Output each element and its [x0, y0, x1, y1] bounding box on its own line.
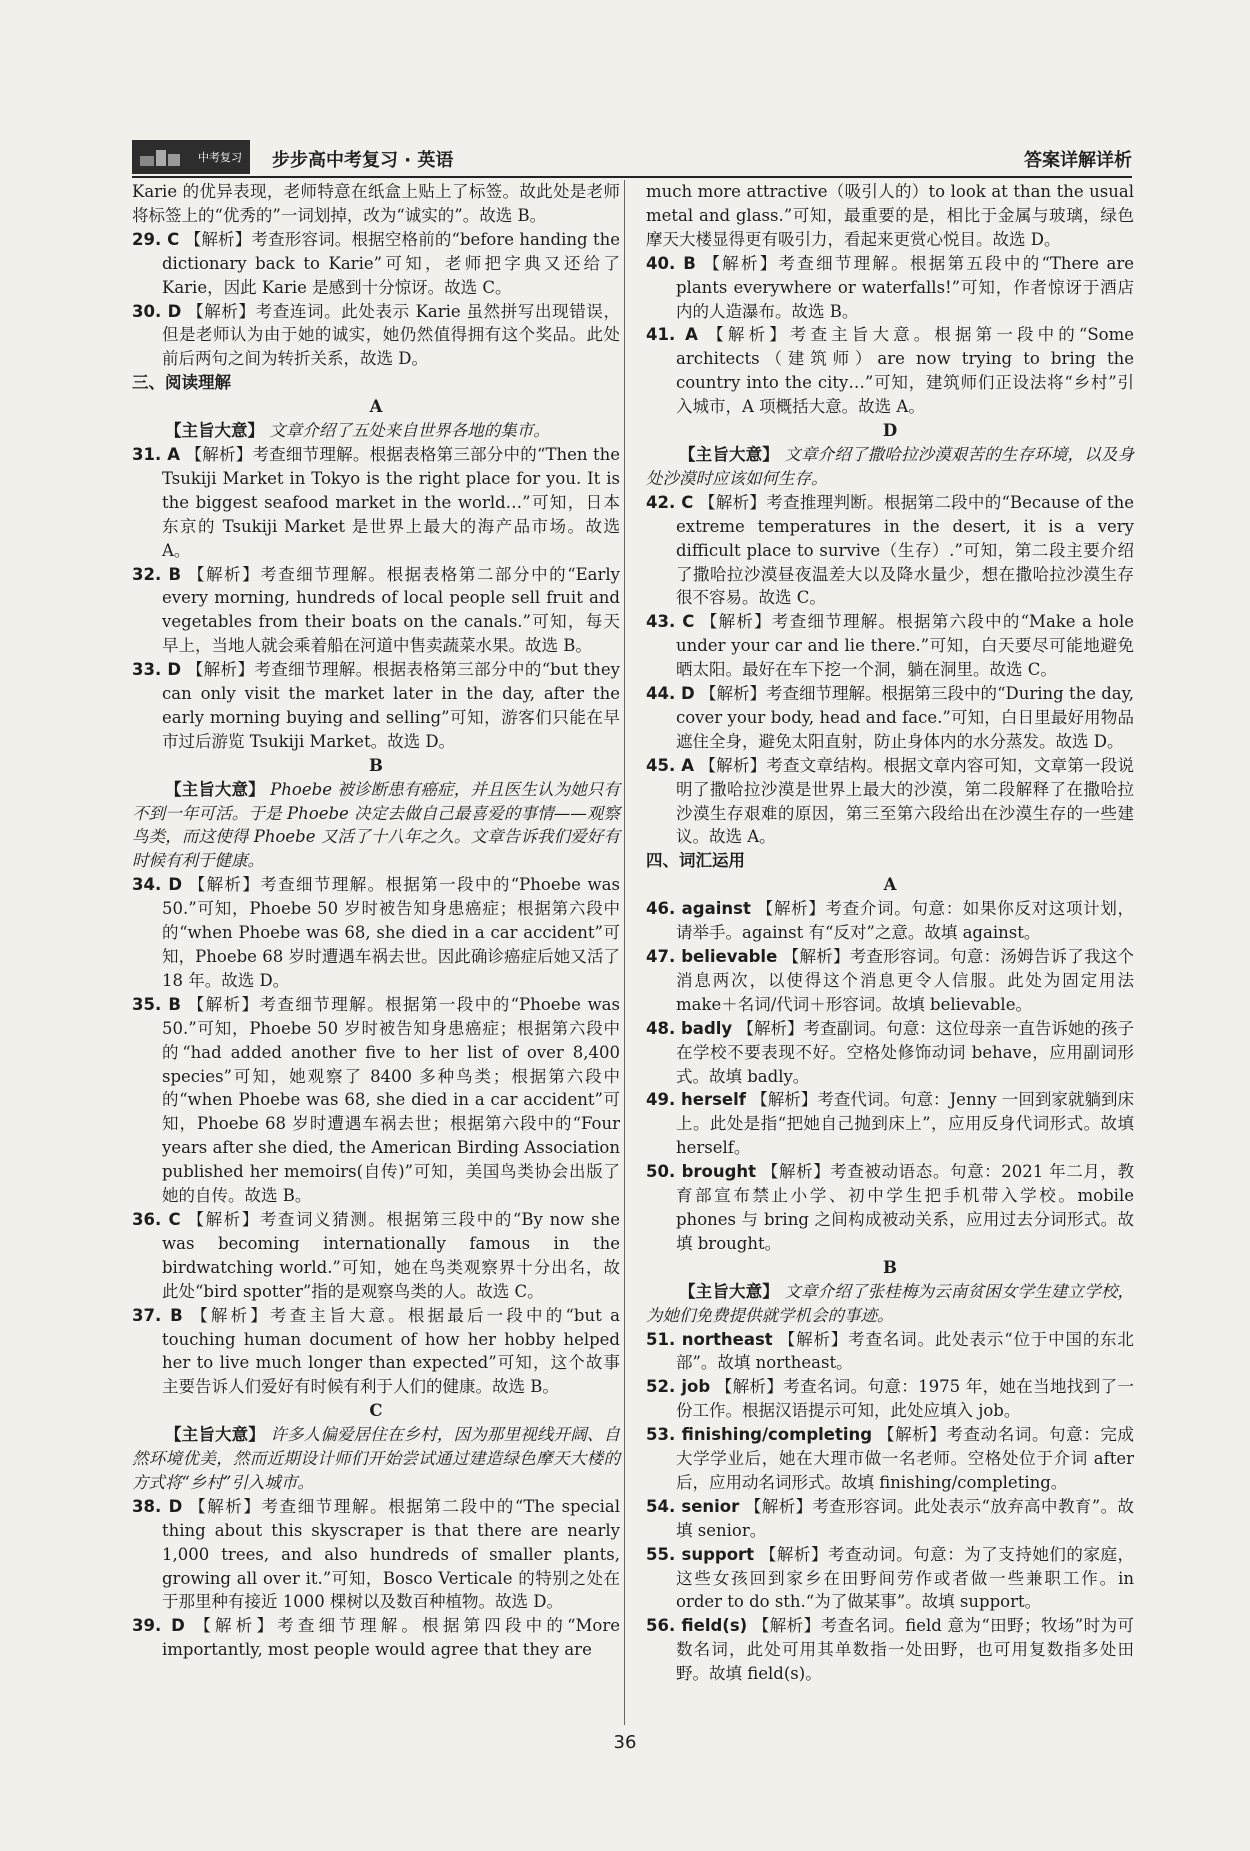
summary-tag: 【主旨大意】 — [165, 1425, 265, 1445]
answer-explanation: 【解析】考查细节理解。根据第一段中的“Phoebe was 50.”可知，Phoebe 50 岁时被告知身患癌症；根据第六段中的“when Phoebe was 68, she died in a car accident”可知，Phoebe 68 岁时遭遇车祸去世。因此确诊癌症后她又活了 18 年。故选 D。 — [162, 875, 620, 990]
answer-item — [646, 323, 1134, 419]
right-column — [646, 180, 1134, 1686]
summary-tag: 【主旨大意】 — [679, 1281, 779, 1301]
summary-text: 文章介绍了撒哈拉沙漠艰苦的生存环境，以及身处沙漠时应该如何生存。 — [646, 444, 1135, 488]
answer-explanation: 【解析】考查细节理解。根据表格第二部分中的“Early every morning, hundreds of local people sell fruit and vegetables from their boats on the canals.”可知，每天早上，当地人就会乘着船在河道中售卖蔬菜水果。故选 B。 — [162, 564, 620, 656]
summary-paragraph — [646, 1280, 1134, 1328]
answer-number: 43. C — [646, 612, 695, 632]
passage-letter: B — [369, 755, 383, 775]
answer-number: 52. job — [646, 1377, 711, 1397]
answer-explanation: 【解析】考查连词。此处表示 Karie 虽然拼写出现错误，但是老师认为由于她的诚实，她仍然值得拥有这个奖品。此处前后两句之间为转折关系，故选 D。 — [162, 301, 621, 369]
answer-number: 33. D — [132, 660, 182, 680]
answer-explanation: 【解析】考查词义猜测。根据第三段中的“By now she was becoming internationally famous in the birdwatching world.”可知，她在鸟类观察界十分出名，故此处“bird spotter”指的是观察鸟类的人。故选 C。 — [162, 1209, 620, 1301]
answer-item — [646, 1614, 1134, 1686]
section-title: 答案详解详析 — [1024, 150, 1132, 171]
answer-explanation: 【解析】考查名词。此处表示“位于中国的东北部”。故填 northeast。 — [676, 1329, 1134, 1373]
answer-item — [646, 1160, 1134, 1256]
answer-item — [132, 443, 620, 563]
summary-text: 文章介绍了五处来自世界各地的集市。 — [269, 421, 550, 441]
summary-tag: 【主旨大意】 — [165, 421, 264, 441]
answer-explanation: 【解析】考查名词。句意：1975 年，她在当地找到了一份工作。根据汉语提示可知，此处应填入 job。 — [676, 1377, 1134, 1421]
column-divider — [624, 180, 625, 1725]
answer-explanation: 【解析】考查细节理解。根据第四段中的“More importantly, most people would agree that they are — [162, 1616, 621, 1660]
continued-paragraph: Karie 的优异表现，老师特意在纸盒上贴上了标签。故此处是老师将标签上的“优秀的”一词划掉，改为“诚实的”。故选 B。 — [132, 182, 620, 225]
answer-number: 47. believable — [646, 947, 778, 966]
answer-number: 54. senior — [646, 1496, 740, 1516]
answer-number: 29. C — [132, 229, 180, 249]
answer-number: 31. A — [132, 444, 180, 464]
answer-explanation: 【解析】考查细节理解。根据表格第三部分中的“Then the Tsukiji Market in Tokyo is the right place for you. It is the biggest seafood market in the world…”可知，日本东京的 Tsukiji Market 是世界上最大的海产品市场。故选 A。 — [162, 444, 620, 560]
answer-item — [646, 1423, 1134, 1495]
answer-item — [646, 1088, 1134, 1160]
answer-explanation: 【解析】考查细节理解。根据表格第三部分中的“but they can only visit the market later in the day, after the early morning buying and selling”可知，游客们只能在早市过后游览 Tsukiji Market。故选 D。 — [162, 660, 621, 751]
answer-number: 41. A — [646, 325, 698, 345]
summary-text: 文章介绍了张桂梅为云南贫困女学生建立学校，为她们免费提供就学机会的事迹。 — [646, 1281, 1135, 1325]
answer-explanation: 【解析】考查被动语态。句意：2021 年二月，教育部宣布禁止小学、初中学生把手机带入学校。mobile phones 与 bring 之间构成被动关系，应用过去分词形式。故填 brought。 — [676, 1162, 1134, 1253]
answer-number: 46. against — [646, 899, 751, 919]
answer-number: 44. D — [646, 684, 695, 704]
publisher-logo — [132, 140, 250, 174]
answer-explanation: 【解析】考查细节理解。根据第二段中的“The special thing about this skyscraper is that there are nearly 1,000 trees, and also hundreds of smaller plants, growing all over it.”可知，Bosco Verticale 的特别之处在于那里种有接近 1000 棵树以及数百种植物。故选 D。 — [162, 1496, 620, 1612]
section-heading: 四、词汇运用 — [646, 851, 745, 871]
answer-item — [132, 228, 620, 300]
summary-text: 许多人偏爱居住在乡村，因为那里视线开阔、自然环境优美，然而近期设计师们开始尝试通过建造绿色摩天大楼的方式将“乡村”引入城市。 — [132, 1425, 621, 1492]
answer-number: 35. B — [132, 994, 181, 1014]
answer-item — [646, 491, 1134, 611]
answer-item — [646, 682, 1134, 754]
building-sketch-icon — [138, 144, 182, 168]
continued-paragraph: much more attractive（吸引人的）to look at than the usual metal and glass.”可知，最重要的是，相比于金属与玻璃，绿色摩天大楼显得更有吸引力，看起来更赏心悦目。故选 D。 — [646, 182, 1134, 249]
answer-explanation: 【解析】考查形容词。此处表示“放弃高中教育”。故填 senior。 — [676, 1496, 1134, 1540]
logo-text: 中考复习 — [198, 151, 242, 164]
answer-number: 38. D — [132, 1496, 183, 1516]
summary-text: Phoebe 被诊断患有癌症，并且医生认为她只有不到一年可活。于是 Phoebe 决定去做自己最喜爱的事情——观察鸟类，而这使得 Phoebe 又活了十八年之久。文章告诉我们爱好有时候有利于健康。 — [132, 779, 621, 871]
passage-letter: A — [883, 875, 897, 895]
answer-item — [132, 993, 620, 1208]
answer-item — [646, 1495, 1134, 1543]
summary-paragraph — [646, 443, 1134, 491]
answer-number: 39. D — [132, 1616, 185, 1636]
answer-number: 36. C — [132, 1209, 181, 1229]
answer-item — [646, 610, 1134, 682]
answer-item — [132, 1495, 620, 1615]
answer-number: 48. badly — [646, 1018, 733, 1038]
answer-explanation: 【解析】考查介词。句意：如果你反对这项计划，请举手。against 有“反对”之意。故填 against。 — [676, 899, 1135, 943]
answer-item — [132, 1304, 620, 1400]
answer-item — [646, 1543, 1134, 1615]
answer-item — [132, 658, 620, 754]
answer-item — [646, 1017, 1134, 1089]
answer-explanation: 【解析】考查细节理解。根据第三段中的“During the day, cover your body, head and face.”可知，白日里最好用物品遮住全身，避免太阳直射，防止身体内的水分蒸发。故选 D。 — [676, 684, 1135, 751]
answer-explanation: 【解析】考查细节理解。根据第六段中的“Make a hole under your car and lie there.”可知，白天要尽可能地避免晒太阳。最好在车下挖一个洞，躺在洞里。故选 C。 — [676, 612, 1135, 680]
answer-item — [132, 873, 620, 993]
summary-tag: 【主旨大意】 — [679, 444, 779, 464]
answer-number: 49. herself — [646, 1090, 746, 1110]
answer-explanation: 【解析】考查主旨大意。根据第一段中的“Some architects（建筑师）are now trying to bring the country into the city…”可知，建筑师们正设法将“乡村”引入城市，A 项概括大意。故选 A。 — [676, 325, 1134, 417]
summary-paragraph — [132, 419, 620, 443]
answer-explanation: 【解析】考查副词。句意：这位母亲一直告诉她的孩子在学校不要表现不好。空格处修饰动词 behave，应用副词形式。故填 badly。 — [676, 1018, 1134, 1086]
answer-explanation: 【解析】考查形容词。根据空格前的“before handing the dictionary back to Karie”可知，老师把字典又还给了 Karie，因此 Karie 是感到十分惊讶。故选 C。 — [162, 229, 620, 297]
answer-item — [646, 897, 1134, 945]
section-heading: 三、阅读理解 — [132, 373, 231, 393]
answer-number: 40. B — [646, 253, 696, 273]
answer-number: 51. northeast — [646, 1329, 773, 1349]
answer-item — [132, 300, 620, 372]
answer-item — [646, 754, 1134, 850]
answer-explanation: 【解析】考查动名词。句意：完成大学学业后，她在大理市做一名老师。空格处位于介词 after 后，应用动名词形式。故填 finishing/completing。 — [676, 1425, 1134, 1492]
summary-paragraph — [132, 778, 620, 874]
answer-number: 37. B — [132, 1305, 183, 1325]
answer-item — [132, 1614, 620, 1662]
book-title: 步步高中考复习 · 英语 — [272, 150, 454, 171]
answer-number: 30. D — [132, 301, 182, 321]
answer-number: 56. field(s) — [646, 1616, 748, 1636]
answer-item — [132, 1208, 620, 1304]
answer-explanation: 【解析】考查动词。句意：为了支持她们的家庭，这些女孩回到家乡在田野间劳作或者做一些兼职工作。in order to do sth.“为了做某事”。故填 support。 — [676, 1544, 1134, 1612]
summary-paragraph — [132, 1423, 620, 1495]
answer-explanation: 【解析】考查推理判断。根据第二段中的“Because of the extreme temperatures in the desert, it is a very difficult place to survive（生存）.”可知，第二段主要介绍了撒哈拉沙漠昼夜温差大以及降水量少，想在撒哈拉沙漠生存很不容易。故选 C。 — [676, 492, 1134, 608]
summary-tag: 【主旨大意】 — [165, 779, 265, 799]
answer-number: 55. support — [646, 1544, 755, 1564]
answer-explanation: 【解析】考查代词。句意：Jenny 一回到家就躺到床上。此处是指“把她自己抛到床上”，应用反身代词形式。故填 herself。 — [676, 1090, 1135, 1158]
left-column — [132, 180, 620, 1662]
answer-item — [132, 563, 620, 659]
answer-explanation: 【解析】考查文章结构。根据文章内容可知，文章第一段说明了撒哈拉沙漠是世界上最大的沙漠，第二段解释了在撒哈拉沙漠生存艰难的原因，第三至第六段给出在沙漠生存的一些建议。故选 A。 — [676, 755, 1134, 847]
answer-item — [646, 945, 1134, 1017]
answer-item — [646, 252, 1134, 324]
answer-explanation: 【解析】考查名词。field 意为“田野；牧场”时为可数名词，此处可用其单数指一处田野，也可用复数指多处田野。故填 field(s)。 — [676, 1616, 1135, 1684]
answer-number: 50. brought — [646, 1162, 757, 1182]
answer-explanation: 【解析】考查细节理解。根据第一段中的“Phoebe was 50.”可知，Phoebe 50 岁时被告知身患癌症；根据第六段中的“had added another five to her list of over 8,400 species”可知，她观察了 8400 多种鸟类；根据第六段中的“when Phoebe was 68, she died in a car accident”可知，Phoebe 68 岁时遭遇车祸去世；根据第六段中的“Four years after she died, the American Birding Association published her memoirs(自传)”可知，美国鸟类协会出版了她的自传。故选 B。 — [162, 994, 620, 1206]
answer-item — [646, 1328, 1134, 1376]
passage-letter: C — [369, 1401, 383, 1421]
answer-number: 32. B — [132, 564, 182, 584]
page-header — [132, 142, 1132, 176]
answer-item — [646, 1375, 1134, 1423]
header-rule — [132, 176, 1132, 178]
page-number: 36 — [613, 1732, 637, 1753]
answer-number: 45. A — [646, 755, 694, 775]
answer-number: 53. finishing/completing — [646, 1425, 873, 1445]
answer-explanation: 【解析】考查细节理解。根据第五段中的“There are plants everywhere or waterfalls!”可知，作者惊讶于酒店内的人造瀑布。故选 B。 — [676, 253, 1134, 321]
passage-letter: D — [882, 421, 898, 441]
passage-letter: B — [883, 1257, 897, 1277]
answer-explanation: 【解析】考查主旨大意。根据最后一段中的“but a touching human document of how her hobby helped her to live much longer than expected”可知，这个故事主要告诉人们爱好有时候有利于人们的健康。故选 B。 — [162, 1305, 620, 1397]
answer-number: 42. C — [646, 492, 694, 512]
answer-explanation: 【解析】考查形容词。句意：汤姆告诉了我这个消息两次，以使得这个消息更令人信服。此处为固定用法 make＋名词/代词＋形容词。故填 believable。 — [676, 947, 1134, 1014]
answer-number: 34. D — [132, 875, 183, 895]
passage-letter: A — [369, 397, 383, 417]
